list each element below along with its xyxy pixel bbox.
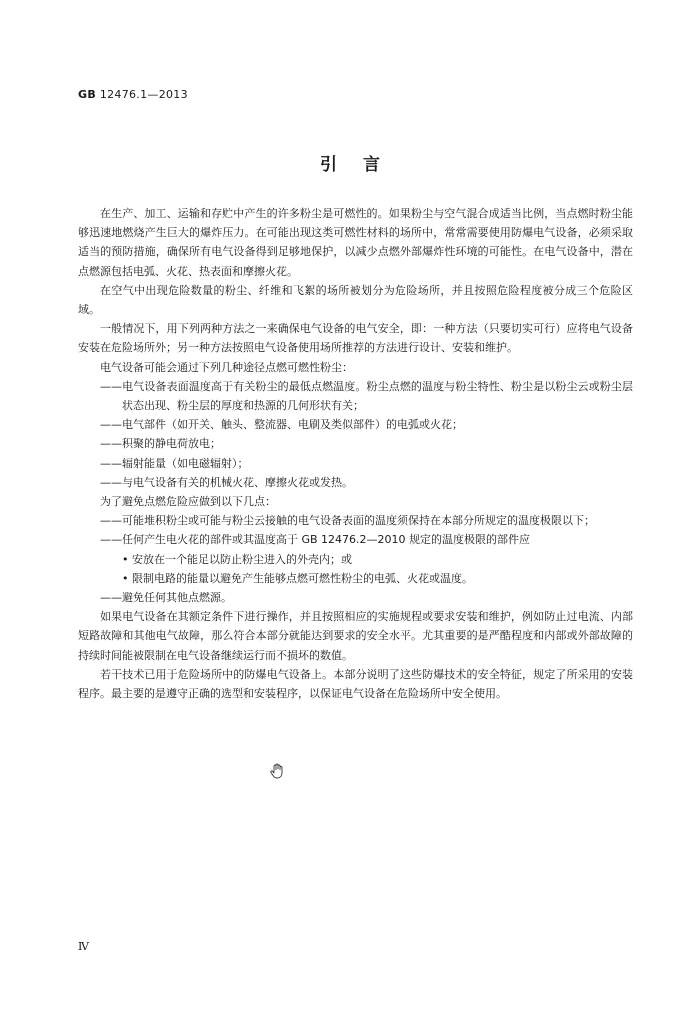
paragraph: 在生产、加工、运输和存贮中产生的许多粉尘是可燃性的。如果粉尘与空气混合成适当比例，当点燃时粉尘能够迅速地燃烧产生巨大的爆炸压力。在可能出现这类可燃性材料的场所中，常常需要使用防爆电气设备，必须采取适当的预防措施，确保所有电气设备得到足够地保护，以减少点燃外部爆炸性环境的可能性。在电气设备中，潜在点燃源包括电弧、火花、热表面和摩擦火花。 — [78, 207, 633, 278]
dash-item: ——积聚的静电荷放电； — [100, 437, 221, 451]
dash-item: ——电气设备表面温度高于有关粉尘的最低点燃温度。粉尘点燃的温度与粉尘特性、粉尘是以粉尘云或粉尘层状态出现、粉尘层的厚度和热源的几何形状有关； — [100, 379, 633, 413]
dash-item: ——避免任何其他点燃源。 — [100, 591, 232, 605]
bullet-item: • 限制电路的能量以避免产生能够点燃可燃性粉尘的电弧、火花或温度。 — [122, 571, 473, 585]
paragraph: 如果电气设备在其额定条件下进行操作，并且按照相应的实施规程或要求安装和维护，例如防止过电流、内部短路故障和其他电气故障，那么符合本部分就能达到要求的安全水平。尤其重要的是严酷程度和内部或外部故障的持续时间能被限制在电气设备继续运行而不损坏的数值。 — [78, 610, 633, 662]
paragraph: 若干技术已用于危险场所中的防爆电气设备上。本部分说明了这些防爆技术的安全特征，规定了所采用的安装程序。最主要的是遵守正确的选型和安装程序，以保证电气设备在危险场所中安全使用。 — [78, 667, 633, 701]
standard-number: 12476.1—2013 — [99, 88, 188, 101]
page-title: 引言 — [320, 155, 406, 175]
dash-item: ——可能堆积粉尘或可能与粉尘云接触的电气设备表面的温度须保持在本部分所规定的温度极限以下； — [100, 514, 595, 528]
dash-item: ——任何产生电火花的部件或其温度高于 GB 12476.2—2010 规定的温度极限的部件应 — [100, 533, 531, 547]
bullet-item: • 安放在一个能足以防止粉尘进入的外壳内；或 — [122, 552, 352, 566]
document-body — [78, 204, 633, 703]
paragraph: 电气设备可能会通过下列几种途径点燃可燃性粉尘： — [100, 360, 353, 374]
hand-cursor-icon — [269, 763, 285, 779]
paragraph: 为了避免点燃危险应做到以下几点： — [100, 495, 276, 509]
dash-item: ——辐射能量（如电磁辐射）； — [100, 456, 249, 470]
paragraph: 一般情况下，用下列两种方法之一来确保电气设备的电气安全，即：一种方法（只要切实可行）应将电气设备安装在危险场所外；另一种方法按照电气设备使用场所推荐的方法进行设计、安装和维护。 — [78, 322, 633, 355]
dash-item: ——电气部件（如开关、触头、整流器、电刷及类似部件）的电弧或火花； — [100, 418, 463, 432]
paragraph: 在空气中出现危险数量的粉尘、纤维和飞絮的场所被划分为危险场所，并且按照危险程度被分成三个危险区域。 — [78, 283, 633, 317]
standard-prefix: GB — [78, 88, 97, 101]
page-number: Ⅳ — [78, 940, 89, 953]
dash-item: ——与电气设备有关的机械火花、摩擦火花或发热。 — [100, 475, 353, 489]
standard-code — [78, 88, 188, 101]
